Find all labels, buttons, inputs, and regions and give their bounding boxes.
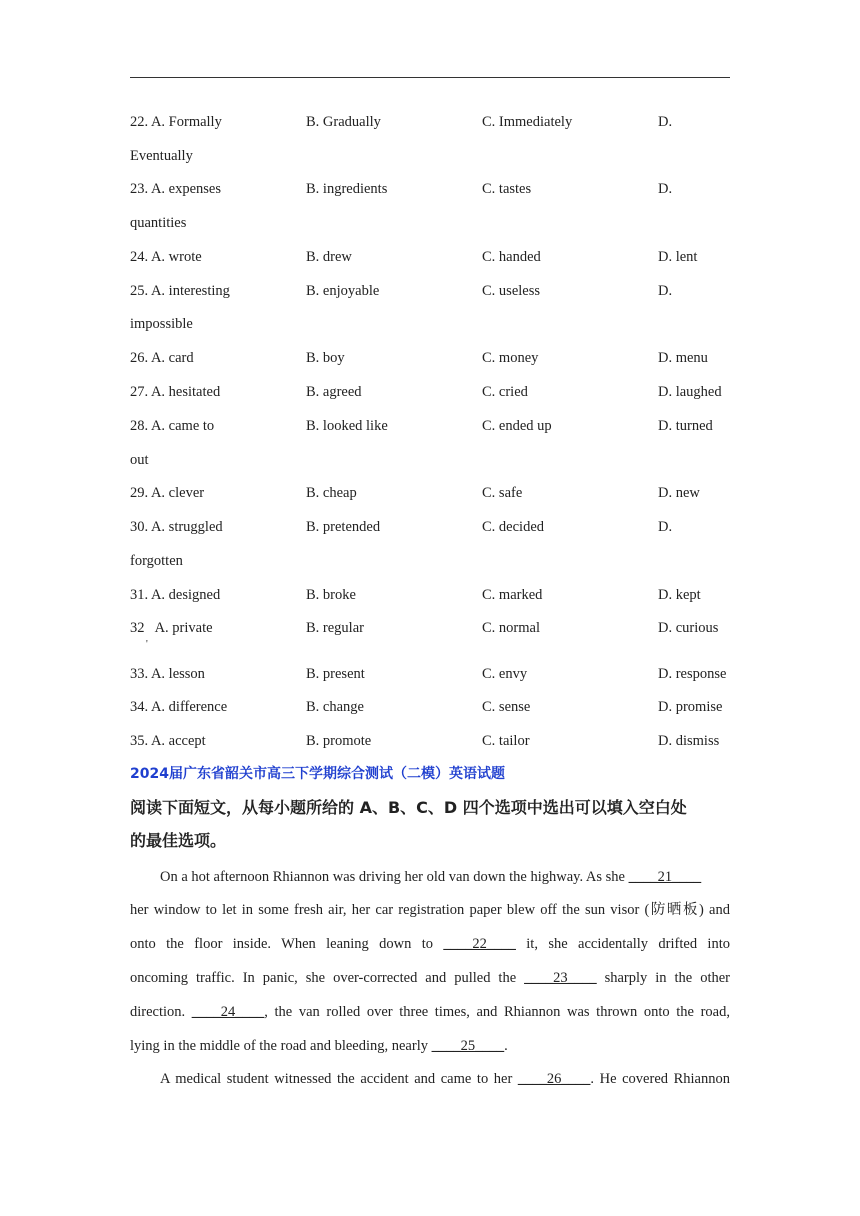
option-a: 34. A. difference — [130, 699, 228, 715]
option-b: B. cheap — [306, 485, 357, 501]
option-a: 27. A. hesitated — [130, 384, 221, 400]
option-row-33 — [130, 664, 730, 684]
option-b: B. promote — [306, 733, 372, 749]
option-row-25 — [130, 281, 730, 301]
option-a: 26. A. card — [130, 350, 194, 366]
option-b: B. ingredients — [306, 181, 388, 197]
option-a: 35. A. accept — [130, 733, 206, 749]
option-d-wrap: out — [130, 452, 149, 468]
option-row-31 — [130, 585, 730, 605]
option-c: C. Immediately — [482, 114, 573, 130]
option-row-22 — [130, 112, 730, 132]
option-d: D. curious — [658, 620, 719, 636]
option-d: D. new — [658, 485, 700, 501]
option-d: D. — [658, 181, 673, 197]
option-row-27 — [130, 382, 730, 402]
option-a: 22. A. Formally — [130, 114, 222, 130]
section-title[interactable]: 2024届广东省韶关市高三下学期综合测试（二模）英语试题 — [130, 766, 505, 782]
blank-25: ____25____ — [431, 1038, 505, 1054]
option-d: D. laughed — [658, 384, 722, 400]
blank-24: ____24____ — [191, 1004, 265, 1020]
option-d: D. lent — [658, 249, 698, 265]
option-d: D. menu — [658, 350, 708, 366]
option-c: C. ended up — [482, 418, 552, 434]
option-a: 24. A. wrote — [130, 249, 202, 265]
option-d-wrap: quantities — [130, 215, 187, 231]
option-c: C. useless — [482, 283, 540, 299]
blank-21: ____21____ — [628, 869, 702, 885]
option-a: 25. A. interesting — [130, 283, 230, 299]
option-row-28 — [130, 416, 730, 436]
passage-line: On a hot afternoon Rhiannon was driving her old van down the highway. As she ____21____ — [160, 869, 702, 885]
passage-line: A medical student witnessed the accident and came to her ____26____. He covered Rhiannon — [160, 1071, 730, 1087]
option-b: B. enjoyable — [306, 283, 380, 299]
option-d: D. — [658, 114, 673, 130]
option-d-wrap: Eventually — [130, 148, 193, 164]
passage-line: lying in the middle of the road and bleeding, nearly ____25____. — [130, 1038, 508, 1054]
option-d: D. promise — [658, 699, 723, 715]
option-c: C. tailor — [482, 733, 530, 749]
option-b: B. pretended — [306, 519, 381, 535]
option-a: 31. A. designed — [130, 587, 221, 603]
option-c: C. envy — [482, 666, 528, 682]
option-b: B. present — [306, 666, 365, 682]
option-b: B. agreed — [306, 384, 362, 400]
option-row-24 — [130, 247, 730, 267]
stray-mark: ' — [146, 639, 148, 650]
option-a: 32 A. private — [130, 620, 213, 636]
option-c: C. decided — [482, 519, 545, 535]
option-row-32 — [130, 618, 730, 638]
blank-26: ____26____ — [517, 1071, 591, 1087]
option-a: 28. A. came to — [130, 418, 215, 434]
option-d: D. — [658, 519, 673, 535]
option-b: B. boy — [306, 350, 345, 366]
option-b: B. drew — [306, 249, 352, 265]
passage-line: onto the floor inside. When leaning down to ____22____ it, she accidentally drifted into — [130, 936, 730, 952]
option-c: C. handed — [482, 249, 541, 265]
blank-23: ____23____ — [524, 970, 597, 986]
option-b: B. looked like — [306, 418, 388, 434]
instruction-line-2: 的最佳选项。 — [130, 831, 227, 850]
option-a: 29. A. clever — [130, 485, 205, 501]
option-c: C. normal — [482, 620, 540, 636]
option-c: C. marked — [482, 587, 543, 603]
option-c: C. money — [482, 350, 539, 366]
option-c: C. cried — [482, 384, 528, 400]
option-row-26 — [130, 348, 730, 368]
option-d-wrap: impossible — [130, 316, 193, 332]
option-row-35 — [130, 731, 730, 751]
option-b: B. change — [306, 699, 364, 715]
option-row-30 — [130, 517, 730, 537]
option-d: D. dismiss — [658, 733, 720, 749]
instruction-line-1: 阅读下面短文，从每小题所给的 A、B、C、D 四个选项中选出可以填入空白处 — [130, 798, 687, 817]
option-c: C. tastes — [482, 181, 532, 197]
option-b: B. Gradually — [306, 114, 381, 130]
option-d: D. turned — [658, 418, 713, 434]
option-row-29 — [130, 483, 730, 503]
option-d: D. response — [658, 666, 727, 682]
blank-22: ____22____ — [443, 936, 516, 952]
option-c: C. safe — [482, 485, 523, 501]
option-a: 30. A. struggled — [130, 519, 223, 535]
option-b: B. regular — [306, 620, 364, 636]
option-d: D. kept — [658, 587, 701, 603]
option-d-wrap: forgotten — [130, 553, 183, 569]
passage-line: her window to let in some fresh air, her car registration paper blew off the sun visor (防晒板) and — [130, 902, 730, 918]
option-d: D. — [658, 283, 673, 299]
option-a: 23. A. expenses — [130, 181, 222, 197]
header-rule — [130, 77, 730, 78]
option-c: C. sense — [482, 699, 531, 715]
option-row-23 — [130, 179, 730, 199]
passage-line: oncoming traffic. In panic, she over-corrected and pulled the ____23____ sharply in the other — [130, 970, 730, 986]
passage-line: direction. ____24____, the van rolled over three times, and Rhiannon was thrown onto the road, — [130, 1004, 730, 1020]
option-b: B. broke — [306, 587, 356, 603]
option-row-34 — [130, 697, 730, 717]
option-a: 33. A. lesson — [130, 666, 205, 682]
